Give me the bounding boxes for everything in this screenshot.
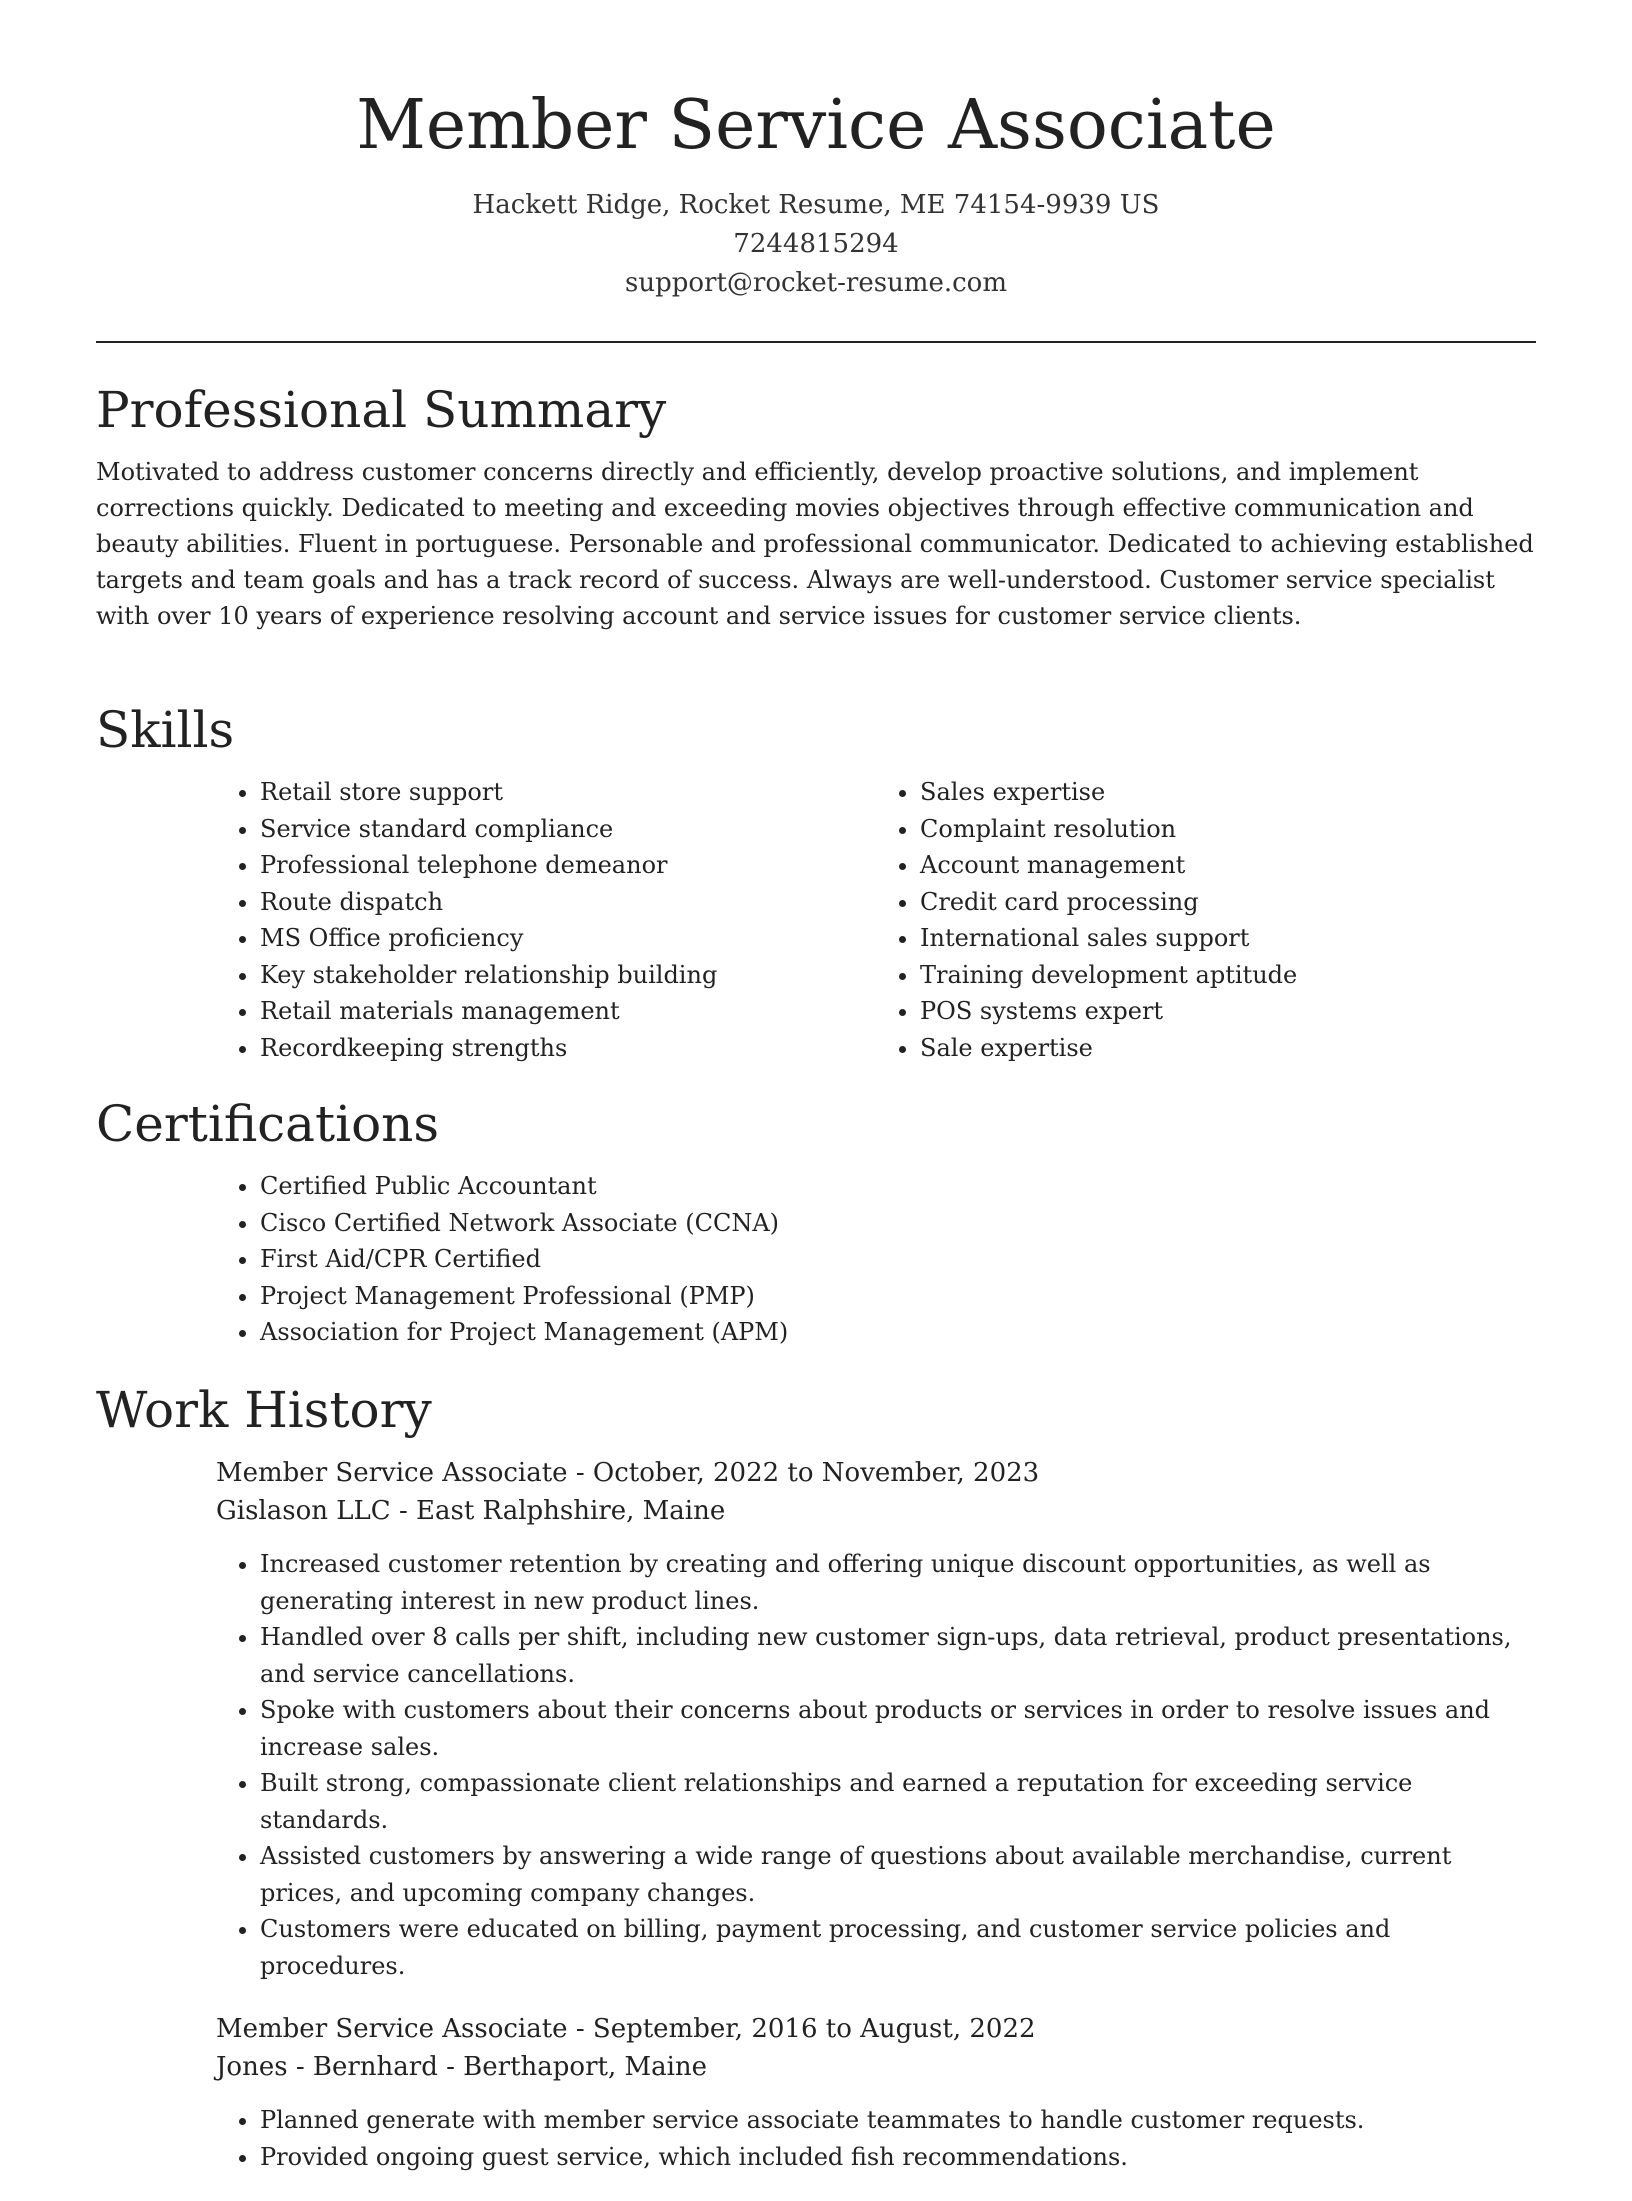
work-history-title: Work History xyxy=(96,1381,432,1439)
summary-title: Professional Summary xyxy=(96,381,667,439)
certification-item: • Association for Project Management (APM) xyxy=(260,1314,1536,1351)
skill-item: • Retail materials management xyxy=(260,993,876,1030)
job-heading xyxy=(216,1454,1536,1530)
job-bullets xyxy=(216,2102,1536,2175)
skill-item: • Sale expertise xyxy=(920,1030,1536,1067)
certifications-list xyxy=(216,1168,1536,1351)
job-bullet: • Spoke with customers about their concerns about products or services in order to resolve issues and increase sales. xyxy=(260,1692,1536,1765)
skills-list-left xyxy=(216,774,876,1066)
phone: 7244815294 xyxy=(733,229,899,259)
skill-item: • Service standard compliance xyxy=(260,811,876,848)
job-bullet: • Provided ongoing guest service, which included fish recommendations. xyxy=(260,2139,1536,2176)
job-heading xyxy=(216,2010,1536,2086)
skill-item: • Sales expertise xyxy=(920,774,1536,811)
candidate-name: Member Service Associate xyxy=(356,86,1276,165)
address: Hackett Ridge, Rocket Resume, ME 74154-9939 US xyxy=(472,190,1160,220)
contact-block xyxy=(0,186,1632,303)
skill-item: • Recordkeeping strengths xyxy=(260,1030,876,1067)
skill-item: • Credit card processing xyxy=(920,884,1536,921)
job-bullet: • Built strong, compassionate client relationships and earned a reputation for exceeding service standards. xyxy=(260,1765,1536,1838)
job-entry xyxy=(216,2010,1536,2175)
certification-item: • Certified Public Accountant xyxy=(260,1168,1536,1205)
job-dates: - October, 2022 to November, 2023 xyxy=(567,1458,1040,1488)
summary-text: Motivated to address customer concerns directly and efficiently, develop proactive solutions, and implement corrections quickly. Dedicated to meeting and exceeding movies objectives through effective communication and beauty abilities. Fluent in portuguese. Personable and professional communicator. Dedicated to achieving established targets and team goals and has a track record of success. Always are well-understood. Customer service specialist with over 10 years of experience resolving account and service issues for customer service clients. xyxy=(96,458,1534,630)
job-bullet: • Customers were educated on billing, payment processing, and customer service policies and procedures. xyxy=(260,1911,1536,1984)
skills-title: Skills xyxy=(96,701,235,759)
job-bullet: • Handled over 8 calls per shift, including new customer sign-ups, data retrieval, product presentations, and service cancellations. xyxy=(260,1619,1536,1692)
summary-section xyxy=(96,380,1536,634)
certification-item: • First Aid/CPR Certified xyxy=(260,1241,1536,1278)
job-location: - Berthaport, Maine xyxy=(437,2052,708,2082)
job-title: Member Service Associate xyxy=(216,1458,568,1488)
resume-header xyxy=(0,0,1632,303)
job-company: Gislason LLC xyxy=(216,1496,391,1526)
skill-item: • Retail store support xyxy=(260,774,876,811)
certifications-title: Certifications xyxy=(96,1095,440,1153)
skill-item: • Key stakeholder relationship building xyxy=(260,957,876,994)
skill-item: • Account management xyxy=(920,847,1536,884)
skill-item: • Training development aptitude xyxy=(920,957,1536,994)
certification-item: • Cisco Certified Network Associate (CCNA) xyxy=(260,1205,1536,1242)
skills-list-right xyxy=(876,774,1536,1066)
skill-item: • Complaint resolution xyxy=(920,811,1536,848)
skill-item: • Route dispatch xyxy=(260,884,876,921)
skill-item: • International sales support xyxy=(920,920,1536,957)
skills-section xyxy=(96,700,1536,1066)
skill-item: • MS Office proficiency xyxy=(260,920,876,957)
job-bullet: • Increased customer retention by creating and offering unique discount opportunities, as well as generating interest in new product lines. xyxy=(260,1546,1536,1619)
skill-item: • POS systems expert xyxy=(920,993,1536,1030)
job-title: Member Service Associate xyxy=(216,2014,568,2044)
header-divider xyxy=(96,341,1536,343)
job-location: - East Ralphshire, Maine xyxy=(390,1496,726,1526)
email: support@rocket-resume.com xyxy=(624,268,1007,298)
certifications-section xyxy=(96,1094,1536,1351)
job-dates: - September, 2016 to August, 2022 xyxy=(567,2014,1036,2044)
certification-item: • Project Management Professional (PMP) xyxy=(260,1278,1536,1315)
job-company: Jones - Bernhard xyxy=(216,2052,438,2082)
job-entry xyxy=(216,1454,1536,1984)
job-bullet: • Assisted customers by answering a wide range of questions about available merchandise, current prices, and upcoming company changes. xyxy=(260,1838,1536,1911)
skill-item: • Professional telephone demeanor xyxy=(260,847,876,884)
work-history-section xyxy=(96,1380,1536,2201)
job-bullets xyxy=(216,1546,1536,1984)
job-bullet: • Planned generate with member service associate teammates to handle customer requests. xyxy=(260,2102,1536,2139)
skills-columns xyxy=(216,760,1536,1066)
